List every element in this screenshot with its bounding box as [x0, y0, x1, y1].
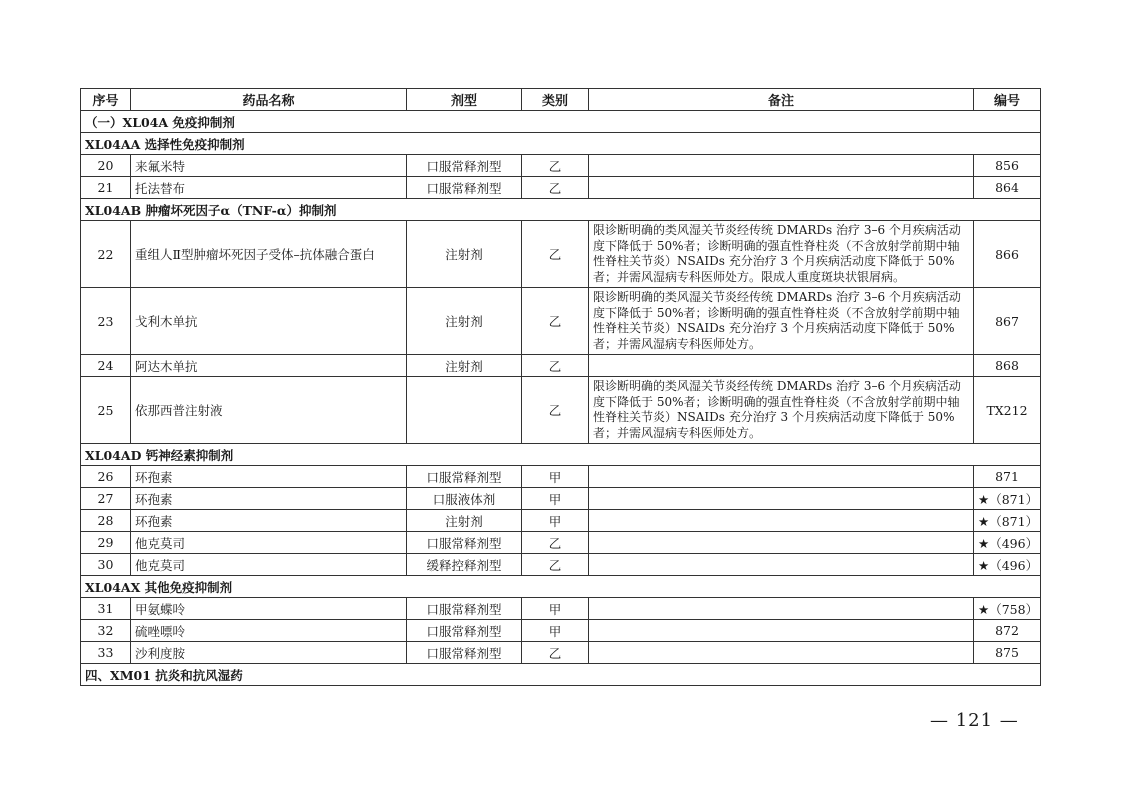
cell-seq: 31	[81, 598, 131, 620]
cell-name: 重组人Ⅱ型肿瘤坏死因子受体–抗体融合蛋白	[131, 221, 407, 288]
cell-code: 864	[974, 177, 1041, 199]
cell-form: 注射剂	[407, 510, 522, 532]
cell-seq: 21	[81, 177, 131, 199]
cell-seq: 26	[81, 466, 131, 488]
header-notes: 备注	[589, 89, 974, 111]
cell-form: 口服常释剂型	[407, 620, 522, 642]
cell-category: 乙	[522, 355, 589, 377]
cell-notes: 限诊断明确的类风湿关节炎经传统 DMARDs 治疗 3–6 个月疾病活动度下降低于 50%者；诊断明确的强直性脊柱炎（不含放射学前期中轴性脊柱关节炎）NSAIDs 充分治疗 3 个月疾病活动度下降低于 50%者；并需风湿病专科医师处方。	[589, 377, 974, 444]
cell-code: 866	[974, 221, 1041, 288]
cell-seq: 22	[81, 221, 131, 288]
cell-form: 口服常释剂型	[407, 642, 522, 664]
cell-seq: 20	[81, 155, 131, 177]
cell-notes: 限诊断明确的类风湿关节炎经传统 DMARDs 治疗 3–6 个月疾病活动度下降低于 50%者；诊断明确的强直性脊柱炎（不含放射学前期中轴性脊柱关节炎）NSAIDs 充分治疗 3 个月疾病活动度下降低于 50%者；并需风湿病专科医师处方。限成人重度斑块状银屑病。	[589, 221, 974, 288]
cell-category: 甲	[522, 598, 589, 620]
cell-category: 甲	[522, 620, 589, 642]
header-code: 编号	[974, 89, 1041, 111]
cell-form: 口服常释剂型	[407, 598, 522, 620]
cell-category: 甲	[522, 510, 589, 532]
table-row	[81, 532, 1041, 554]
cell-name: 环孢素	[131, 510, 407, 532]
section-row	[81, 664, 1041, 686]
section-row	[81, 199, 1041, 221]
table-row	[81, 177, 1041, 199]
header-name: 药品名称	[131, 89, 407, 111]
cell-form: 注射剂	[407, 355, 522, 377]
cell-code: ★（871）	[974, 510, 1041, 532]
cell-notes	[589, 554, 974, 576]
table-row	[81, 288, 1041, 355]
table-row	[81, 221, 1041, 288]
table-row	[81, 620, 1041, 642]
cell-category: 乙	[522, 377, 589, 444]
section-title: XL04AD 钙神经素抑制剂	[81, 444, 1041, 466]
drug-table	[80, 88, 1041, 686]
section-title: （一）XL04A 免疫抑制剂	[81, 111, 1041, 133]
table-row	[81, 377, 1041, 444]
cell-code: ★（496）	[974, 554, 1041, 576]
cell-notes	[589, 642, 974, 664]
cell-category: 乙	[522, 288, 589, 355]
cell-form	[407, 377, 522, 444]
header-form: 剂型	[407, 89, 522, 111]
cell-name: 他克莫司	[131, 532, 407, 554]
cell-seq: 27	[81, 488, 131, 510]
cell-seq: 25	[81, 377, 131, 444]
cell-form: 口服常释剂型	[407, 155, 522, 177]
table-row	[81, 155, 1041, 177]
cell-code: 871	[974, 466, 1041, 488]
section-row	[81, 576, 1041, 598]
cell-notes	[589, 355, 974, 377]
cell-notes	[589, 177, 974, 199]
cell-category: 乙	[522, 221, 589, 288]
cell-code: 867	[974, 288, 1041, 355]
cell-code: 856	[974, 155, 1041, 177]
cell-notes	[589, 532, 974, 554]
table-row	[81, 510, 1041, 532]
header-category: 类别	[522, 89, 589, 111]
section-row	[81, 444, 1041, 466]
cell-code: TX212	[974, 377, 1041, 444]
cell-name: 戈利木单抗	[131, 288, 407, 355]
cell-notes	[589, 598, 974, 620]
cell-name: 来氟米特	[131, 155, 407, 177]
cell-name: 硫唑嘌呤	[131, 620, 407, 642]
cell-notes	[589, 620, 974, 642]
cell-category: 乙	[522, 177, 589, 199]
cell-seq: 29	[81, 532, 131, 554]
cell-form: 注射剂	[407, 288, 522, 355]
cell-code: 875	[974, 642, 1041, 664]
cell-code: ★（496）	[974, 532, 1041, 554]
cell-name: 依那西普注射液	[131, 377, 407, 444]
cell-seq: 24	[81, 355, 131, 377]
cell-code: 868	[974, 355, 1041, 377]
section-title: XL04AB 肿瘤坏死因子α（TNF-α）抑制剂	[81, 199, 1041, 221]
cell-category: 甲	[522, 466, 589, 488]
cell-name: 他克莫司	[131, 554, 407, 576]
cell-notes	[589, 155, 974, 177]
cell-code: ★（871）	[974, 488, 1041, 510]
cell-category: 乙	[522, 554, 589, 576]
cell-notes	[589, 488, 974, 510]
header-seq: 序号	[81, 89, 131, 111]
table-row	[81, 554, 1041, 576]
cell-seq: 33	[81, 642, 131, 664]
cell-category: 乙	[522, 155, 589, 177]
section-title: XL04AA 选择性免疫抑制剂	[81, 133, 1041, 155]
cell-form: 缓释控释剂型	[407, 554, 522, 576]
cell-seq: 23	[81, 288, 131, 355]
cell-category: 甲	[522, 488, 589, 510]
cell-seq: 32	[81, 620, 131, 642]
cell-notes: 限诊断明确的类风湿关节炎经传统 DMARDs 治疗 3–6 个月疾病活动度下降低于 50%者；诊断明确的强直性脊柱炎（不含放射学前期中轴性脊柱关节炎）NSAIDs 充分治疗 3 个月疾病活动度下降低于 50%者；并需风湿病专科医师处方。	[589, 288, 974, 355]
table-row	[81, 466, 1041, 488]
cell-code: 872	[974, 620, 1041, 642]
cell-category: 乙	[522, 642, 589, 664]
cell-seq: 28	[81, 510, 131, 532]
cell-notes	[589, 510, 974, 532]
cell-notes	[589, 466, 974, 488]
table-header-row	[81, 89, 1041, 111]
table-row	[81, 598, 1041, 620]
cell-name: 环孢素	[131, 466, 407, 488]
section-row	[81, 111, 1041, 133]
cell-name: 甲氨蝶呤	[131, 598, 407, 620]
section-title: XL04AX 其他免疫抑制剂	[81, 576, 1041, 598]
cell-form: 口服液体剂	[407, 488, 522, 510]
cell-code: ★（758）	[974, 598, 1041, 620]
section-row	[81, 133, 1041, 155]
cell-form: 口服常释剂型	[407, 177, 522, 199]
table-row	[81, 642, 1041, 664]
page-number: — 121 —	[930, 710, 1019, 731]
cell-form: 口服常释剂型	[407, 466, 522, 488]
cell-name: 托法替布	[131, 177, 407, 199]
cell-name: 环孢素	[131, 488, 407, 510]
cell-name: 阿达木单抗	[131, 355, 407, 377]
cell-form: 注射剂	[407, 221, 522, 288]
cell-form: 口服常释剂型	[407, 532, 522, 554]
table-row	[81, 355, 1041, 377]
section-title: 四、XM01 抗炎和抗风湿药	[81, 664, 1041, 686]
cell-seq: 30	[81, 554, 131, 576]
table-row	[81, 488, 1041, 510]
cell-name: 沙利度胺	[131, 642, 407, 664]
cell-category: 乙	[522, 532, 589, 554]
